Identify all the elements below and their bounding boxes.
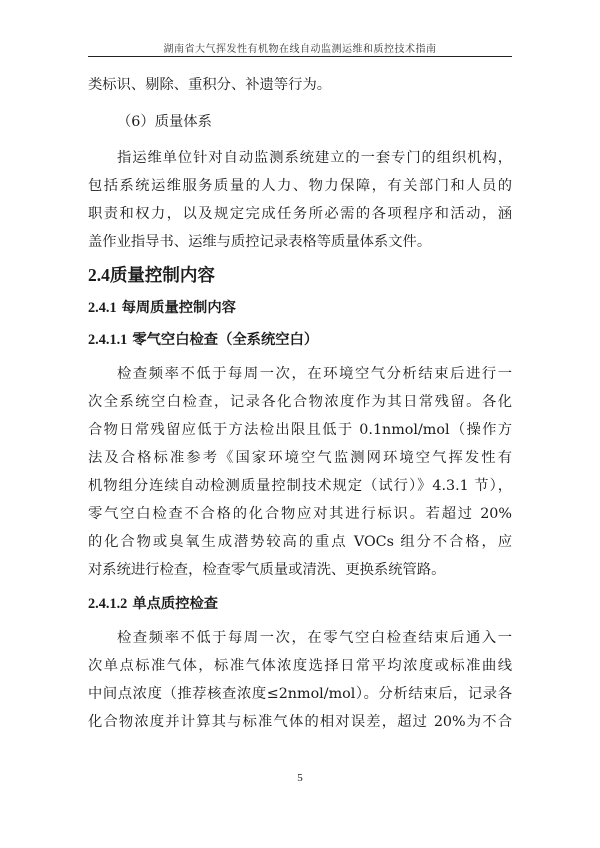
section-heading-2-4-1-2 (88, 594, 218, 614)
item-6-title: （6）质量体系 (117, 114, 212, 130)
para-single-point-line-3: 中间点浓度（推荐核查浓度≤2nmol/mol）。分析结束后，记录各 (88, 686, 512, 702)
para-zero-air-line-8: 对系统进行检查，检查零气质量或清洗、更换系统管路。 (88, 562, 446, 578)
section-title: 每周质量控制内容 (121, 300, 236, 316)
section-number: 2.4.1.1 (88, 332, 128, 348)
section-heading-2-4-1-1 (88, 330, 318, 350)
section-title: 单点质控检查 (132, 596, 219, 612)
para-quality-system-line-4: 盖作业指导书、运维与质控记录表格等质量体系文件。 (88, 234, 432, 250)
para-quality-system-line-1: 指运维单位针对自动监测系统建立的一套专门的组织机构， (117, 150, 512, 166)
para-quality-system-line-2: 包括系统运维服务质量的人力、物力保障，有关部门和人员的 (88, 178, 512, 194)
para-zero-air-line-5: 机物组分连续自动检测质量控制技术规定（试行）》4.3.1 节）， (88, 478, 512, 494)
section-title: 零气空白检查（全系统空白） (132, 332, 319, 348)
section-heading-2-4-1 (88, 298, 236, 318)
para-single-point-line-2: 次单点标准气体，标准气体浓度选择日常平均浓度或标准曲线 (88, 658, 512, 674)
section-number: 2.4.1.2 (88, 596, 128, 612)
section-heading-2-4 (88, 264, 215, 287)
para-quality-system-line-3: 职责和权力，以及规定完成任务所必需的各项程序和活动，涵 (88, 206, 512, 222)
section-title: 质量控制内容 (109, 266, 215, 286)
para-single-point-line-4: 化合物浓度并计算其与标准气体的相对误差，超过 20%为不合 (88, 714, 512, 730)
page-number: 5 (297, 772, 303, 784)
section-number: 2.4 (88, 265, 110, 285)
para-single-point-line-1: 检查频率不低于每周一次，在零气空白检查结束后通入一 (117, 630, 512, 646)
para-zero-air-line-6: 零气空白检查不合格的化合物应对其进行标识。若超过 20% (88, 506, 512, 522)
para-zero-air-line-4: 法及合格标准参考《国家环境空气监测网环境空气挥发性有 (88, 450, 512, 466)
para-zero-air-line-2: 次全系统空白检查，记录各化合物浓度作为其日常残留。各化 (88, 394, 512, 410)
header-rule (88, 56, 512, 57)
section-number: 2.4.1 (88, 300, 117, 316)
para-zero-air-line-3: 合物日常残留应低于方法检出限且低于 0.1nmol/mol（操作方 (88, 422, 512, 438)
para-zero-air-line-1: 检查频率不低于每周一次，在环境空气分析结束后进行一 (117, 366, 512, 382)
running-header: 湖南省大气挥发性有机物在线自动监测运维和质控技术指南 (163, 44, 437, 55)
para-zero-air-line-7: 的化合物或臭氧生成潜势较高的重点 VOCs 组分不合格，应 (88, 534, 512, 550)
continued-text-line: 类标识、剔除、重积分、补遗等行为。 (88, 77, 332, 93)
